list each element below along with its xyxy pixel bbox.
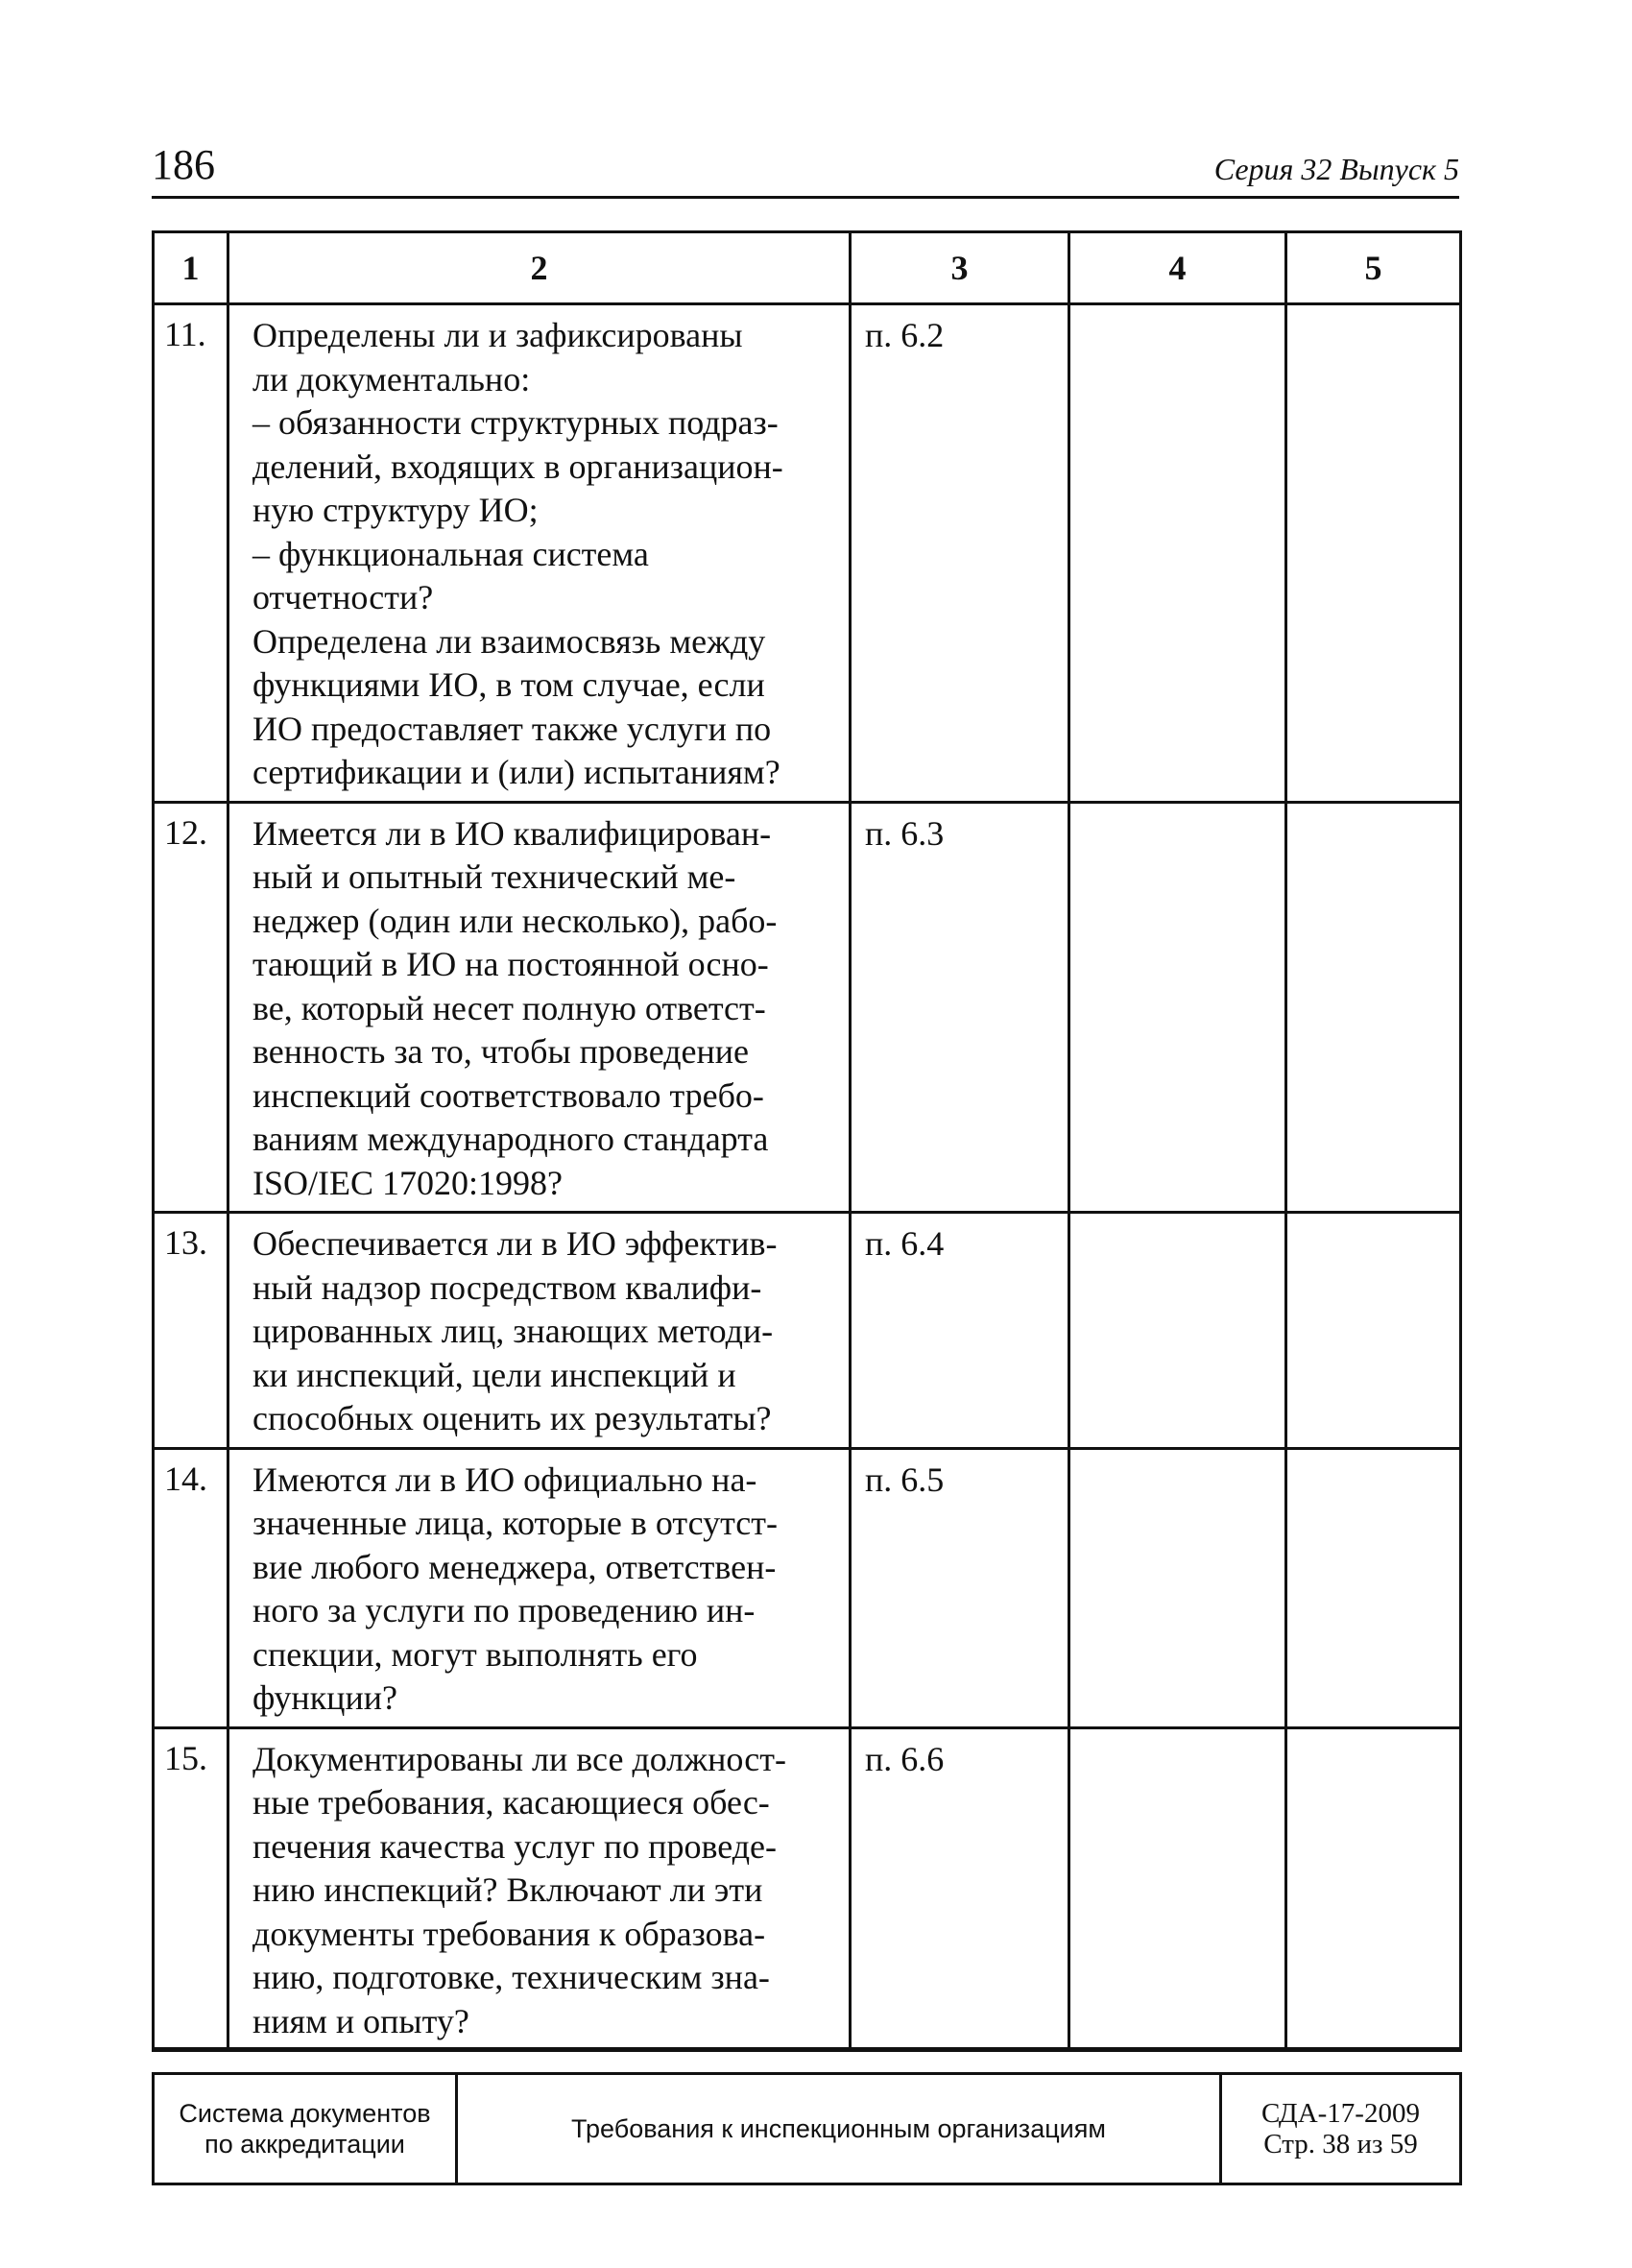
row-question: Определены ли и зафиксированы ли документально: – обязанности структурных подраз- делений, входящих в организацион- ную структуру ИО; – функциональная система отчетности? Определена ли взаимосвязь между функциями ИО, в том случае, если ИО предоставляет также услуги по сертификации и (или) испытаниям? xyxy=(228,304,851,803)
row-reference: п. 6.4 xyxy=(851,1213,1069,1449)
row-question: Имеются ли в ИО официально на- значенные лица, которые в отсутст- вие любого менеджера, ответствен- ного за услуги по проведению ин- спекции, могут выполнять его функции? xyxy=(228,1448,851,1727)
row-col4-cell xyxy=(1069,1727,1286,2051)
row-col5-cell xyxy=(1286,802,1461,1213)
row-col5-cell xyxy=(1286,1727,1461,2051)
row-question: Обеспечивается ли в ИО эффектив- ный надзор посредством квалифи- цированных лиц, знающих методи- ки инспекций, цели инспекций и способных оценить их результаты? xyxy=(228,1213,851,1449)
table-row xyxy=(154,1213,1461,1449)
footer-page-count: Стр. 38 из 59 xyxy=(1263,2129,1418,2159)
table-row xyxy=(154,1448,1461,1727)
column-header-1: 1 xyxy=(154,232,228,304)
row-col4-cell xyxy=(1069,802,1286,1213)
row-question: Документированы ли все должност- ные требования, касающиеся обес- печения качества услуг по проведе- нию инспекций? Включают ли эти документы требования к образова- нию, подготовке, техническим зна- ниям и опыту? xyxy=(228,1727,851,2051)
column-header-3: 3 xyxy=(851,232,1069,304)
footer-document-code xyxy=(1221,2074,1461,2184)
table-header-row xyxy=(154,232,1461,304)
row-col4-cell xyxy=(1069,304,1286,803)
footer-divider xyxy=(152,2047,1459,2050)
table-row xyxy=(154,304,1461,803)
column-header-2: 2 xyxy=(228,232,851,304)
footer-system-name xyxy=(154,2074,457,2184)
footer-system-line2: по аккредитации xyxy=(204,2130,405,2159)
column-header-4: 4 xyxy=(1069,232,1286,304)
row-question: Имеется ли в ИО квалифицирован- ный и опытный технический ме- неджер (один или несколько), рабо- тающий в ИО на постоянной осно- ве, который несет полную ответст- венность за то, чтобы проведение инспекций соответствовало требо- ваниям международного стандарта ISO/IEC 17020:1998? xyxy=(228,802,851,1213)
row-number: 14. xyxy=(154,1448,228,1727)
row-col5-cell xyxy=(1286,1213,1461,1449)
footer-system-line1: Система документов xyxy=(179,2099,431,2128)
row-number: 11. xyxy=(154,304,228,803)
row-reference: п. 6.3 xyxy=(851,802,1069,1213)
document-footer xyxy=(152,2072,1462,2185)
requirements-checklist-table xyxy=(152,230,1462,2052)
row-col5-cell xyxy=(1286,304,1461,803)
row-col5-cell xyxy=(1286,1448,1461,1727)
column-header-5: 5 xyxy=(1286,232,1461,304)
row-number: 15. xyxy=(154,1727,228,2051)
table-row xyxy=(154,1727,1461,2051)
row-number: 13. xyxy=(154,1213,228,1449)
series-header: Серия 32 Выпуск 5 xyxy=(1213,152,1459,186)
row-col4-cell xyxy=(1069,1448,1286,1727)
row-number: 12. xyxy=(154,802,228,1213)
page-number: 186 xyxy=(152,141,215,188)
table-row xyxy=(154,802,1461,1213)
row-col4-cell xyxy=(1069,1213,1286,1449)
row-reference: п. 6.6 xyxy=(851,1727,1069,2051)
footer-document-title: Требования к инспекционным организациям xyxy=(457,2074,1221,2184)
row-reference: п. 6.5 xyxy=(851,1448,1069,1727)
header-divider xyxy=(152,196,1459,199)
row-reference: п. 6.2 xyxy=(851,304,1069,803)
footer-code-number: СДА-17-2009 xyxy=(1261,2098,1420,2129)
